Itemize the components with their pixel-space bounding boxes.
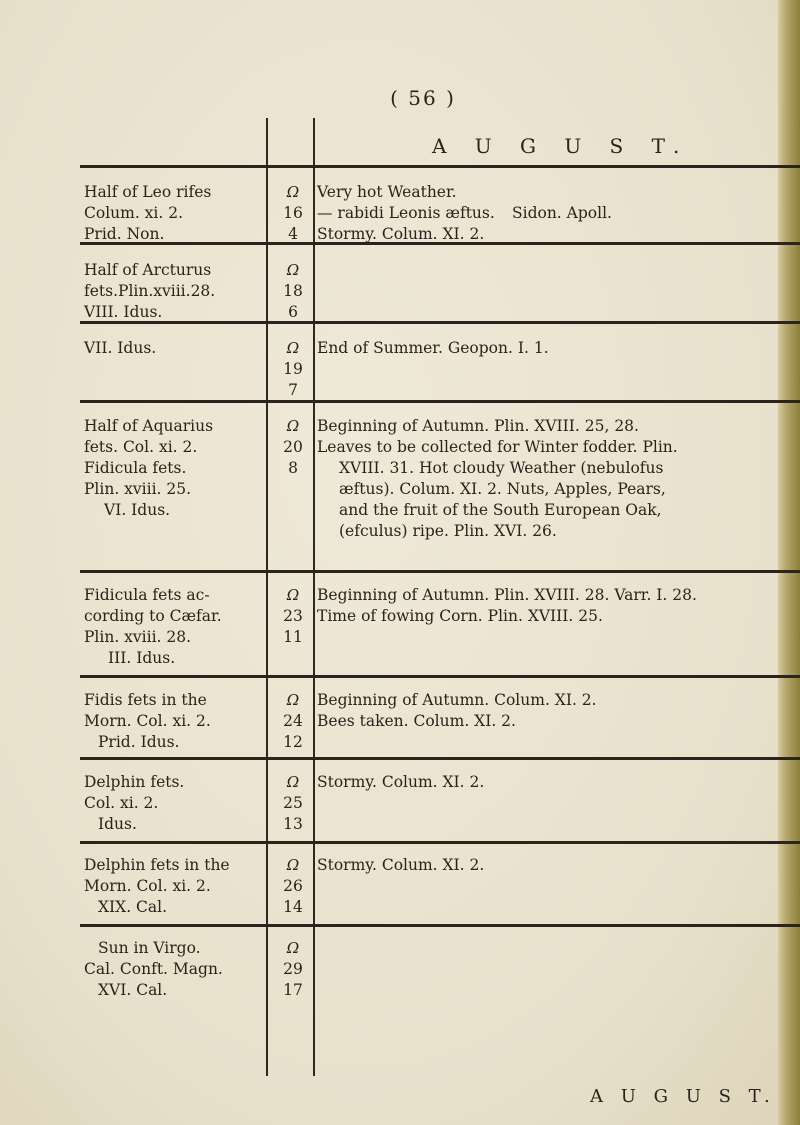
entry-left — [84, 772, 270, 835]
right-line: Stormy. Colum. XI. 2. — [317, 856, 485, 874]
left-line: Col. xi. 2. — [84, 794, 159, 812]
day-number: 26 — [283, 877, 303, 895]
moon-age: 11 — [283, 628, 303, 646]
catchword: A U G U S T. — [590, 1086, 776, 1107]
day-number: 16 — [283, 204, 303, 222]
row-rule — [80, 675, 800, 678]
left-line: VIII. Idus. — [84, 303, 163, 321]
right-line-text: — rabidi Leonis æftus. — [317, 204, 495, 222]
right-line: Stormy. Colum. XI. 2. — [317, 225, 485, 243]
entry-right — [317, 585, 797, 627]
left-line: Plin. xviii. 28. — [84, 628, 192, 646]
row-rule — [80, 757, 800, 760]
entry-left — [84, 416, 270, 521]
left-line: III. Idus. — [108, 649, 176, 667]
left-line: fets.Plin.xviii.28. — [84, 282, 216, 300]
right-line: Beginning of Autumn. Plin. XVIII. 28. Varr. I. 28. — [317, 586, 697, 604]
leo-sign: Ω — [286, 939, 300, 957]
left-line: Plin. xviii. 25. — [84, 480, 192, 498]
entry-mid — [272, 772, 314, 835]
leo-sign: Ω — [286, 691, 300, 709]
leo-sign: Ω — [286, 339, 300, 357]
entry-mid — [272, 416, 314, 479]
moon-age: 6 — [288, 303, 298, 321]
month-header: A U G U S T. — [432, 134, 691, 158]
entry-mid — [272, 938, 314, 1001]
left-line: Half of Aquarius — [84, 417, 214, 435]
right-line: Very hot Weather. — [317, 183, 457, 201]
row-rule — [80, 400, 800, 403]
row-rule — [80, 841, 800, 844]
left-line: Cal. Conft. Magn. — [84, 960, 223, 978]
leo-sign: Ω — [286, 856, 300, 874]
right-line: and the fruit of the South European Oak, — [339, 501, 662, 519]
moon-age: 14 — [283, 898, 303, 916]
row-rule — [80, 165, 800, 168]
moon-age: 4 — [288, 225, 298, 243]
left-line: Idus. — [98, 815, 137, 833]
day-number: 24 — [283, 712, 303, 730]
left-line: Prid. Idus. — [98, 733, 180, 751]
day-number: 20 — [283, 438, 303, 456]
moon-age: 13 — [283, 815, 303, 833]
right-line: Bees taken. Colum. XI. 2. — [317, 712, 516, 730]
right-line: Beginning of Autumn. Colum. XI. 2. — [317, 691, 597, 709]
entry-right — [317, 416, 797, 542]
day-number: 29 — [283, 960, 303, 978]
left-line: fets. Col. xi. 2. — [84, 438, 198, 456]
moon-age: 8 — [288, 459, 298, 477]
day-number: 23 — [283, 607, 303, 625]
left-line: Half of Leo rifes — [84, 183, 212, 201]
leo-sign: Ω — [286, 586, 300, 604]
left-line: Sun in Virgo. — [98, 939, 201, 957]
left-line: XIX. Cal. — [98, 898, 168, 916]
right-line: End of Summer. Geopon. I. 1. — [317, 339, 549, 357]
day-number: 19 — [283, 360, 303, 378]
row-rule — [80, 924, 800, 927]
left-line: Morn. Col. xi. 2. — [84, 877, 211, 895]
right-line: Leaves to be collected for Winter fodder. Plin. — [317, 438, 678, 456]
right-line — [317, 203, 797, 224]
left-line: Fidis fets in the — [84, 691, 207, 709]
page-edge — [778, 0, 800, 1125]
row-rule — [80, 570, 800, 573]
entry-right — [317, 338, 797, 359]
right-line: (efculus) ripe. Plin. XVI. 26. — [339, 522, 557, 540]
left-line: XVI. Cal. — [98, 981, 168, 999]
entry-mid — [272, 855, 314, 918]
entry-mid — [272, 182, 314, 245]
entry-right — [317, 772, 797, 793]
right-line: æftus). Colum. XI. 2. Nuts, Apples, Pears, — [339, 480, 666, 498]
entry-left — [84, 182, 270, 245]
right-line: Beginning of Autumn. Plin. XVIII. 25, 28. — [317, 417, 639, 435]
entry-mid — [272, 260, 314, 323]
left-line: Delphin fets. — [84, 773, 185, 791]
left-line: VI. Idus. — [104, 501, 171, 519]
leo-sign: Ω — [286, 183, 300, 201]
entry-right — [317, 690, 797, 732]
moon-age: 12 — [283, 733, 303, 751]
entry-left — [84, 338, 270, 359]
leo-sign: Ω — [286, 773, 300, 791]
right-line: Time of fowing Corn. Plin. XVIII. 25. — [317, 607, 603, 625]
entry-mid — [272, 585, 314, 648]
entry-mid — [272, 338, 314, 401]
day-number: 25 — [283, 794, 303, 812]
entry-left — [84, 855, 270, 918]
left-line: Morn. Col. xi. 2. — [84, 712, 211, 730]
entry-left — [84, 260, 270, 323]
right-line: XVIII. 31. Hot cloudy Weather (nebulofus — [339, 459, 664, 477]
entry-right — [317, 182, 797, 245]
moon-age: 7 — [288, 381, 298, 399]
left-line: VII. Idus. — [84, 339, 157, 357]
left-line: Fidicula fets ac- — [84, 586, 210, 604]
leo-sign: Ω — [286, 261, 300, 279]
left-line: Colum. xi. 2. — [84, 204, 184, 222]
left-line: Delphin fets in the — [84, 856, 230, 874]
left-line: Half of Arcturus — [84, 261, 212, 279]
left-line: Prid. Non. — [84, 225, 165, 243]
entry-right — [317, 855, 797, 876]
entry-left — [84, 938, 270, 1001]
right-line: Stormy. Colum. XI. 2. — [317, 773, 485, 791]
moon-age: 17 — [283, 981, 303, 999]
left-line: Fidicula fets. — [84, 459, 187, 477]
entry-left — [84, 585, 270, 669]
page-number: ( 56 ) — [390, 86, 456, 110]
leo-sign: Ω — [286, 417, 300, 435]
entry-left — [84, 690, 270, 753]
entry-mid — [272, 690, 314, 753]
day-number: 18 — [283, 282, 303, 300]
right-line-extra: Sidon. Apoll. — [512, 204, 612, 222]
left-line: cording to Cæfar. — [84, 607, 222, 625]
